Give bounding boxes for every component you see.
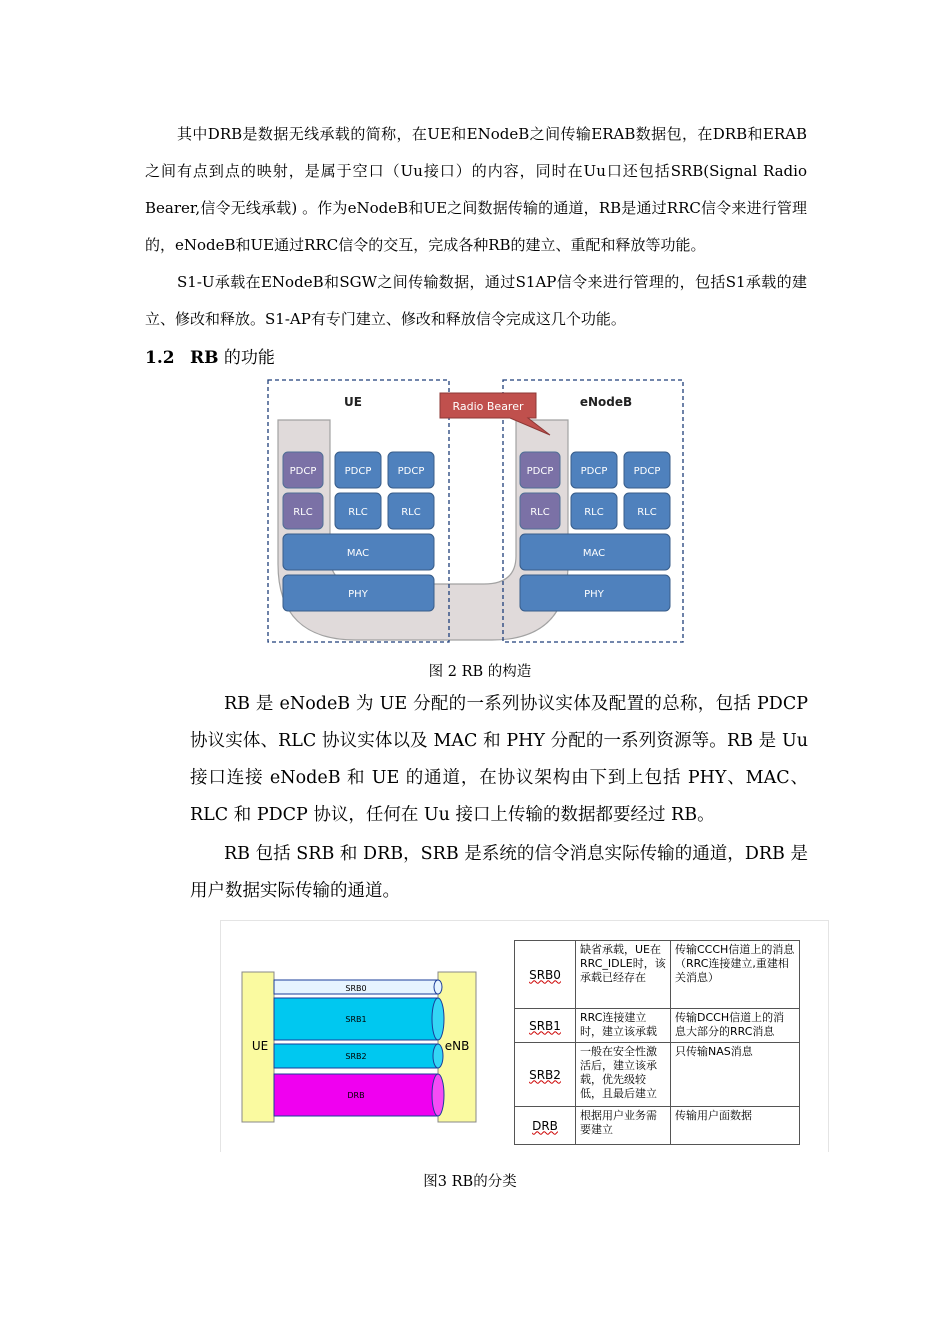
table-row xyxy=(515,1107,800,1145)
ue-mac-label: MAC xyxy=(346,548,370,559)
ue-pdcp-3-label: PDCP xyxy=(397,466,425,477)
enb-pdcp-2-label: PDCP xyxy=(580,466,608,477)
enb-pdcp-1-label: PDCP xyxy=(526,466,554,477)
table-row xyxy=(515,941,800,1009)
ue-side-label: UE xyxy=(251,1039,269,1053)
radio-bearer-callout: Radio Bearer xyxy=(452,400,524,413)
pipe-srb0-label: SRB0 xyxy=(345,984,367,993)
table-cell: 传输DCCH信道上的消息大部分的RRC消息 xyxy=(671,1009,800,1043)
table-cell: 传输CCCH信道上的消息（RRC连接建立,重建相关消息） xyxy=(671,941,800,1009)
table-cell: SRB0 xyxy=(515,941,576,1009)
table-row xyxy=(515,1043,800,1107)
enb-phy-label: PHY xyxy=(584,589,604,600)
table-row xyxy=(515,1009,800,1043)
table-cell: DRB xyxy=(515,1107,576,1145)
ue-pdcp-2-label: PDCP xyxy=(344,466,372,477)
table-cell: 缺省承载，UE在RRC_IDLE时，该承载已经存在 xyxy=(576,941,671,1009)
rb-pipes-diagram xyxy=(240,970,480,1130)
enb-rlc-1-label: RLC xyxy=(530,507,550,518)
table-cell: 只传输NAS消息 xyxy=(671,1043,800,1107)
ue-label: UE xyxy=(344,395,362,409)
table-cell: SRB2 xyxy=(515,1043,576,1107)
paragraph-rb-definition: RB 是 eNodeB 为 UE 分配的一系列协议实体及配置的总称，包括 PDCP 协议实体、RLC 协议实体以及 MAC 和 PHY 分配的一系列资源等。RB 是 Uu 接口连接 eNodeB 和 UE 的通道，在协议架构由下到上包括 PHY、MAC、RLC 和 PDCP 协议，任何在 Uu 接口上传输的数据都要经过 RB。 xyxy=(190,694,808,825)
figure3-caption: 图3 RB的分类 xyxy=(423,1174,517,1190)
enodeb-label: eNodeB xyxy=(579,395,633,409)
table-cell: RRC连接建立时，建立该承载 xyxy=(576,1009,671,1043)
table-cell: 一般在安全性激活后，建立该承载，优先级较低，且最后建立 xyxy=(576,1043,671,1107)
table-cell: 传输用户面数据 xyxy=(671,1107,800,1145)
rb-classification-table xyxy=(514,940,800,1145)
ue-phy-label: PHY xyxy=(348,589,368,600)
figure-rb-structure xyxy=(266,378,686,646)
ue-rlc-3-label: RLC xyxy=(401,507,421,518)
pipe-drb-label: DRB xyxy=(347,1091,365,1100)
section-title-rest: 的功能 xyxy=(218,348,275,368)
enb-rlc-3-label: RLC xyxy=(637,507,657,518)
section-title-rb: RB xyxy=(190,348,219,368)
paragraph-drb: 其中DRB是数据无线承载的简称，在UE和ENodeB之间传输ERAB数据包，在DRB和ERAB之间有点到点的映射，是属于空口（Uu接口）的内容，同时在Uu口还包括SRB(Signal Radio Bearer,信令无线承载) 。作为eNodeB和UE之间数据传输的通道，RB是通过RRC信令来进行管理的，eNodeB和UE通过RRC信令的交互，完成各种RB的建立、重配和释放等功能。 xyxy=(145,125,807,254)
paragraph-rb-types: RB 包括 SRB 和 DRB，SRB 是系统的信令消息实际传输的通道，DRB 是用户数据实际传输的通道。 xyxy=(190,844,808,901)
ue-rlc-1-label: RLC xyxy=(293,507,313,518)
ue-pdcp-1-label: PDCP xyxy=(289,466,317,477)
ue-rlc-2-label: RLC xyxy=(348,507,368,518)
enb-pdcp-3-label: PDCP xyxy=(633,466,661,477)
table-cell: SRB1 xyxy=(515,1009,576,1043)
pipe-srb1-label: SRB1 xyxy=(345,1015,367,1024)
section-heading xyxy=(145,343,275,368)
figure2-caption: 图 2 RB 的构造 xyxy=(428,664,532,680)
enb-side-label: eNB xyxy=(444,1039,470,1053)
paragraph-s1u: S1-U承载在ENodeB和SGW之间传输数据，通过S1AP信令来进行管理的，包括S1承载的建立、修改和释放。S1-AP有专门建立、修改和释放信令完成这几个功能。 xyxy=(145,273,807,328)
pipe-srb2-label: SRB2 xyxy=(345,1052,367,1061)
section-number: 1.2 xyxy=(145,348,175,368)
enb-mac-label: MAC xyxy=(582,548,606,559)
enb-rlc-2-label: RLC xyxy=(584,507,604,518)
table-cell: 根据用户业务需要建立 xyxy=(576,1107,671,1145)
